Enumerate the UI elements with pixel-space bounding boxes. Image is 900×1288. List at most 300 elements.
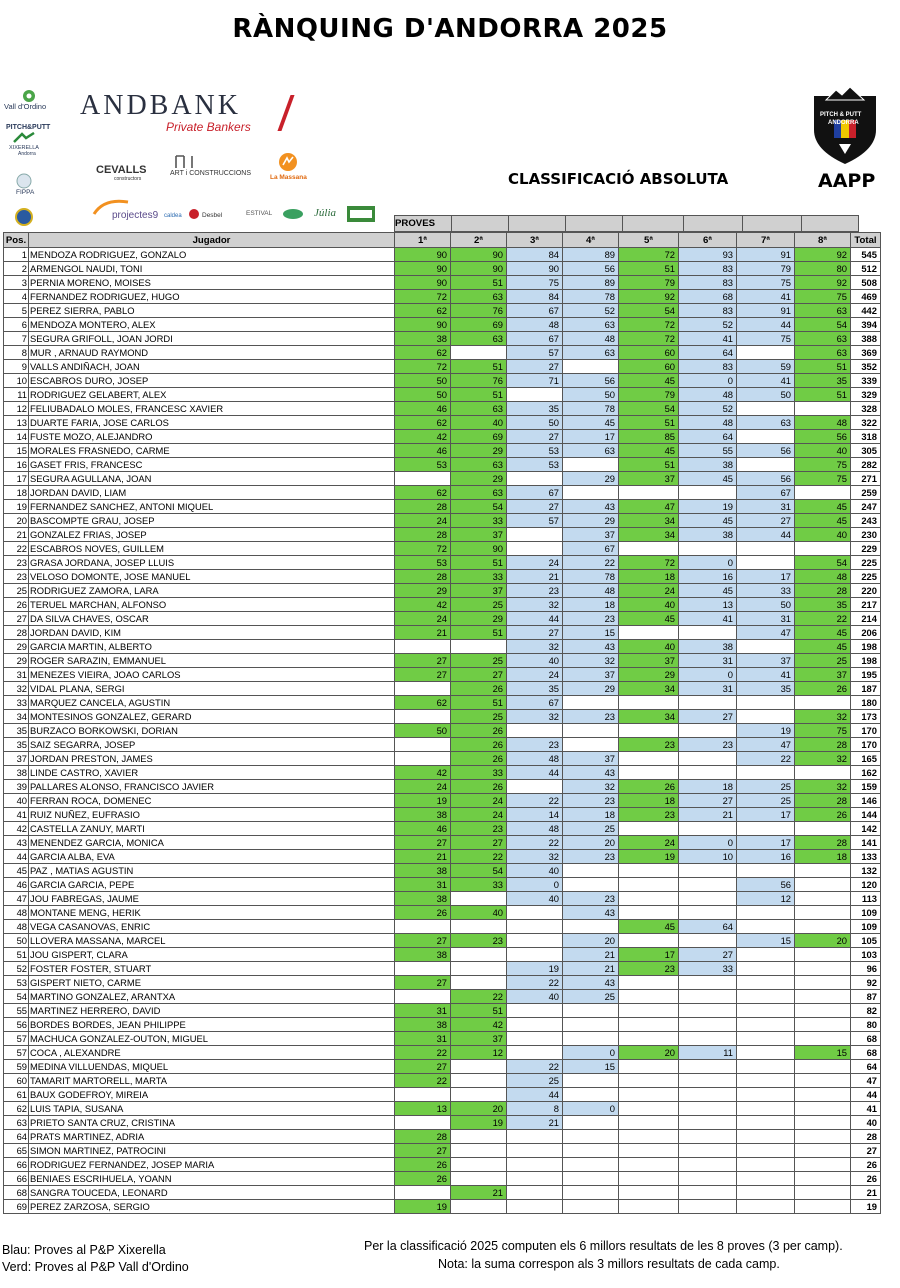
table-row [4,654,881,668]
score-cell-round-4 [563,1200,619,1214]
score-cell-round-7 [737,1158,795,1172]
score-cell-round-4: 37 [563,528,619,542]
player-name-cell: GISPERT NIETO, CARME [29,976,395,990]
score-cell-round-8 [795,962,851,976]
score-cell-round-2: 29 [451,612,507,626]
pos-cell: 57 [4,1032,29,1046]
score-cell-round-5: 79 [619,276,679,290]
score-cell-round-6: 83 [679,304,737,318]
score-cell-round-5 [619,990,679,1004]
score-cell-round-8: 75 [795,472,851,486]
score-cell-round-6: 0 [679,836,737,850]
score-cell-round-6: 27 [679,794,737,808]
pos-cell: 64 [4,1130,29,1144]
table-row [4,1018,881,1032]
total-cell: 230 [851,528,881,542]
score-cell-round-6 [679,724,737,738]
score-cell-round-5: 24 [619,836,679,850]
score-cell-round-6: 45 [679,514,737,528]
ranking-table [3,232,881,1214]
player-name-cell: MONTANE MENG, HERIK [29,906,395,920]
score-cell-round-1: 31 [395,1004,451,1018]
table-row [4,822,881,836]
score-cell-round-4: 32 [563,780,619,794]
score-cell-round-7: 56 [737,472,795,486]
total-cell: 105 [851,934,881,948]
score-cell-round-4: 25 [563,990,619,1004]
score-cell-round-8: 22 [795,612,851,626]
score-cell-round-5 [619,1088,679,1102]
pos-cell: 50 [4,934,29,948]
score-cell-round-1: 42 [395,430,451,444]
score-cell-round-1: 72 [395,290,451,304]
pos-cell: 47 [4,892,29,906]
player-name-cell: BASCOMPTE GRAU, JOSEP [29,514,395,528]
player-name-cell: MARTINEZ HERRERO, DAVID [29,1004,395,1018]
score-cell-round-7 [737,430,795,444]
player-name-cell: GARCIA GARCIA, PEPE [29,878,395,892]
score-cell-round-1: 27 [395,836,451,850]
score-cell-round-1: 46 [395,444,451,458]
score-cell-round-3: 21 [507,570,563,584]
player-name-cell: DA SILVA CHAVES, OSCAR [29,612,395,626]
score-cell-round-2: 37 [451,584,507,598]
score-cell-round-5 [619,626,679,640]
player-name-cell: ESCABROS NOVES, GUILLEM [29,542,395,556]
score-cell-round-1: 90 [395,276,451,290]
score-cell-round-5 [619,976,679,990]
score-cell-round-8: 32 [795,710,851,724]
player-name-cell: LUIS TAPIA, SUSANA [29,1102,395,1116]
total-cell: 225 [851,556,881,570]
score-cell-round-6: 11 [679,1046,737,1060]
total-cell: 259 [851,486,881,500]
player-name-cell: DUARTE FARIA, JOSE CARLOS [29,416,395,430]
score-cell-round-1: 62 [395,416,451,430]
score-cell-round-7: 91 [737,304,795,318]
table-row [4,710,881,724]
score-cell-round-6 [679,1200,737,1214]
score-cell-round-7 [737,990,795,1004]
player-name-cell: PRATS MARTINEZ, ADRIA [29,1130,395,1144]
score-cell-round-3 [507,948,563,962]
pos-cell: 52 [4,962,29,976]
score-cell-round-1: 90 [395,262,451,276]
score-cell-round-6: 52 [679,318,737,332]
score-cell-round-2: 19 [451,1116,507,1130]
total-cell: 217 [851,598,881,612]
player-name-cell: SANGRA TOUCEDA, LEONARD [29,1186,395,1200]
fippa-icon [14,172,34,190]
score-cell-round-6: 83 [679,276,737,290]
total-cell: 120 [851,878,881,892]
score-cell-round-5: 72 [619,318,679,332]
score-cell-round-7 [737,640,795,654]
score-cell-round-2: 24 [451,794,507,808]
score-cell-round-7: 63 [737,416,795,430]
score-cell-round-8 [795,906,851,920]
score-cell-round-3: 22 [507,1060,563,1074]
score-cell-round-7: 31 [737,612,795,626]
score-cell-round-2: 12 [451,1046,507,1060]
pos-cell: 10 [4,374,29,388]
score-cell-round-1 [395,752,451,766]
score-cell-round-4: 20 [563,836,619,850]
score-cell-round-6: 18 [679,780,737,794]
score-cell-round-7: 17 [737,836,795,850]
round-7-header: 7ª [737,233,795,248]
total-cell: 305 [851,444,881,458]
score-cell-round-4: 89 [563,276,619,290]
pos-cell: 23 [4,570,29,584]
score-cell-round-2: 76 [451,374,507,388]
total-cell: 339 [851,374,881,388]
table-row [4,1046,881,1060]
score-cell-round-4: 23 [563,892,619,906]
score-cell-round-7: 75 [737,276,795,290]
total-cell: 82 [851,1004,881,1018]
score-cell-round-8 [795,822,851,836]
score-cell-round-2 [451,1144,507,1158]
score-cell-round-3: 57 [507,514,563,528]
cevalls-logo: CEVALLS [96,164,147,176]
score-cell-round-5 [619,1172,679,1186]
table-row [4,332,881,346]
total-cell: 442 [851,304,881,318]
score-cell-round-6: 38 [679,640,737,654]
score-cell-round-1: 26 [395,1172,451,1186]
score-cell-round-5: 34 [619,528,679,542]
score-cell-round-8: 32 [795,752,851,766]
score-cell-round-8: 18 [795,850,851,864]
player-name-cell: FERNANDEZ RODRIGUEZ, HUGO [29,290,395,304]
score-cell-round-8: 92 [795,276,851,290]
page-title: RÀNQUING D'ANDORRA 2025 [232,14,668,44]
total-cell: 21 [851,1186,881,1200]
score-cell-round-7: 50 [737,598,795,612]
pos-cell: 66 [4,1172,29,1186]
score-cell-round-2: 25 [451,710,507,724]
table-row [4,878,881,892]
score-cell-round-2: 33 [451,766,507,780]
player-name-cell: ROGER SARAZIN, EMMANUEL [29,654,395,668]
pos-header: Pos. [4,233,29,248]
score-cell-round-5 [619,906,679,920]
score-cell-round-7 [737,962,795,976]
player-name-cell: SAIZ SEGARRA, JOSEP [29,738,395,752]
julia-label: Júlia [314,207,336,219]
pos-cell: 32 [4,682,29,696]
table-row [4,360,881,374]
footnote-line-2: Nota: la suma correspon als 3 millors resultats de cada camp. [438,1257,780,1271]
player-name-cell: FERNANDEZ SANCHEZ, ANTONI MIQUEL [29,500,395,514]
pos-cell: 44 [4,850,29,864]
table-header-row [4,233,881,248]
score-cell-round-2 [451,640,507,654]
score-cell-round-3: 67 [507,332,563,346]
table-row [4,850,881,864]
score-cell-round-7 [737,402,795,416]
pos-cell: 69 [4,1200,29,1214]
score-cell-round-8 [795,864,851,878]
round-5-header: 5ª [619,233,679,248]
score-cell-round-3 [507,780,563,794]
total-cell: 64 [851,1060,881,1074]
score-cell-round-4: 18 [563,598,619,612]
score-cell-round-1: 22 [395,1046,451,1060]
score-cell-round-4 [563,1130,619,1144]
score-cell-round-4 [563,1018,619,1032]
score-cell-round-3: 44 [507,766,563,780]
score-cell-round-1 [395,990,451,1004]
score-cell-round-8 [795,948,851,962]
total-cell: 329 [851,388,881,402]
score-cell-round-7 [737,1032,795,1046]
score-cell-round-8 [795,1032,851,1046]
score-cell-round-1: 62 [395,486,451,500]
player-name-cell: MENEZES VIEIRA, JOAO CARLOS [29,668,395,682]
score-cell-round-6 [679,1102,737,1116]
score-cell-round-6: 41 [679,612,737,626]
score-cell-round-4: 23 [563,794,619,808]
score-cell-round-3 [507,1186,563,1200]
score-cell-round-4: 15 [563,1060,619,1074]
score-cell-round-5: 72 [619,332,679,346]
score-cell-round-4: 67 [563,542,619,556]
score-cell-round-3: 27 [507,360,563,374]
desbel-icon [188,208,200,220]
score-cell-round-5: 19 [619,850,679,864]
aapp-badge-text-2: ANDORRA [828,120,859,126]
table-row [4,948,881,962]
pos-cell: 62 [4,1102,29,1116]
art-construccions-label: ART i CONSTRUCCIONS [170,170,252,177]
score-cell-round-2 [451,1088,507,1102]
score-cell-round-3: 44 [507,1088,563,1102]
score-cell-round-3 [507,1130,563,1144]
table-row [4,668,881,682]
proves-header-strip [394,215,859,232]
score-cell-round-2 [451,948,507,962]
score-cell-round-8: 48 [795,570,851,584]
score-cell-round-4: 37 [563,752,619,766]
total-cell: 142 [851,822,881,836]
aapp-logo-text: AAPP [818,170,876,192]
player-name-cell: MENENDEZ GARCIA, MONICA [29,836,395,850]
player-name-cell: BURZACO BORKOWSKI, DORIAN [29,724,395,738]
player-name-cell: MEDINA VILLUENDAS, MIQUEL [29,1060,395,1074]
pos-cell: 56 [4,1018,29,1032]
pos-cell: 1 [4,248,29,262]
round-2-header: 2ª [451,233,507,248]
total-cell: 80 [851,1018,881,1032]
score-cell-round-3: 40 [507,990,563,1004]
pos-cell: 21 [4,528,29,542]
player-name-cell: VELOSO DOMONTE, JOSE MANUEL [29,570,395,584]
score-cell-round-6 [679,766,737,780]
score-cell-round-2 [451,1158,507,1172]
player-name-cell: CASTELLA ZANUY, MARTI [29,822,395,836]
pos-cell: 66 [4,1158,29,1172]
score-cell-round-3: 23 [507,738,563,752]
score-cell-round-4: 37 [563,668,619,682]
player-name-cell: JORDAN DAVID, KIM [29,626,395,640]
table-row [4,794,881,808]
score-cell-round-3 [507,1158,563,1172]
score-cell-round-1: 53 [395,556,451,570]
score-cell-round-2 [451,1172,507,1186]
proves-label: PROVES [395,216,452,232]
total-cell: 545 [851,248,881,262]
total-cell: 206 [851,626,881,640]
score-cell-round-4: 23 [563,612,619,626]
table-row [4,262,881,276]
pos-cell: 35 [4,724,29,738]
score-cell-round-3: 48 [507,318,563,332]
score-cell-round-4: 43 [563,640,619,654]
player-name-cell: MUR , ARNAUD RAYMOND [29,346,395,360]
score-cell-round-1: 21 [395,626,451,640]
score-cell-round-4: 32 [563,654,619,668]
score-cell-round-5: 37 [619,654,679,668]
score-cell-round-1: 31 [395,1032,451,1046]
score-cell-round-3: 67 [507,486,563,500]
score-cell-round-7 [737,1172,795,1186]
score-cell-round-5: 40 [619,598,679,612]
score-cell-round-3: 22 [507,976,563,990]
round-8-header: 8ª [795,233,851,248]
total-cell: 96 [851,962,881,976]
score-cell-round-6: 16 [679,570,737,584]
score-cell-round-3: 48 [507,822,563,836]
score-cell-round-7: 79 [737,262,795,276]
score-cell-round-5: 45 [619,374,679,388]
score-cell-round-2: 27 [451,836,507,850]
score-cell-round-8: 75 [795,724,851,738]
pos-cell: 55 [4,1004,29,1018]
score-cell-round-7: 19 [737,724,795,738]
pos-cell: 37 [4,752,29,766]
table-row [4,626,881,640]
score-cell-round-1 [395,710,451,724]
score-cell-round-2: 51 [451,388,507,402]
score-cell-round-2: 69 [451,318,507,332]
score-cell-round-1 [395,682,451,696]
la-massana-label: La Massana [270,174,307,181]
vallordino-label: Vall d'Ordino [4,102,47,111]
score-cell-round-7 [737,864,795,878]
score-cell-round-6: 0 [679,668,737,682]
score-cell-round-7: 37 [737,654,795,668]
score-cell-round-8 [795,1018,851,1032]
player-name-cell: BAUX GODEFROY, MIREIA [29,1088,395,1102]
pos-cell: 16 [4,458,29,472]
score-cell-round-5: 45 [619,444,679,458]
score-cell-round-5: 79 [619,388,679,402]
score-cell-round-7 [737,1088,795,1102]
total-cell: 247 [851,500,881,514]
total-cell: 26 [851,1158,881,1172]
score-cell-round-2: 29 [451,444,507,458]
score-cell-round-5: 40 [619,640,679,654]
score-cell-round-7 [737,1130,795,1144]
score-cell-round-7 [737,906,795,920]
score-cell-round-6: 55 [679,444,737,458]
andbank-tagline: Private Bankers [166,120,251,134]
score-cell-round-3: 27 [507,626,563,640]
andorra-small-label: Andorra [18,151,36,157]
score-cell-round-7 [737,1046,795,1060]
score-cell-round-4 [563,1032,619,1046]
total-cell: 92 [851,976,881,990]
score-cell-round-7 [737,1116,795,1130]
score-cell-round-6: 31 [679,654,737,668]
score-cell-round-1: 38 [395,892,451,906]
score-cell-round-5 [619,1130,679,1144]
score-cell-round-6 [679,696,737,710]
score-cell-round-8: 75 [795,290,851,304]
total-header: Total [851,233,881,248]
score-cell-round-2: 29 [451,472,507,486]
total-cell: 180 [851,696,881,710]
score-cell-round-8 [795,1172,851,1186]
score-cell-round-1: 50 [395,388,451,402]
pos-cell: 29 [4,640,29,654]
pos-cell: 51 [4,948,29,962]
score-cell-round-4: 29 [563,682,619,696]
player-name-cell: PALLARES ALONSO, FRANCISCO JAVIER [29,780,395,794]
score-cell-round-2: 76 [451,304,507,318]
score-cell-round-3 [507,528,563,542]
score-cell-round-5 [619,1200,679,1214]
score-cell-round-1: 62 [395,304,451,318]
score-cell-round-5: 23 [619,962,679,976]
score-cell-round-1: 38 [395,332,451,346]
total-cell: 220 [851,584,881,598]
score-cell-round-7: 16 [737,850,795,864]
score-cell-round-8 [795,542,851,556]
score-cell-round-1: 72 [395,542,451,556]
pos-cell: 40 [4,794,29,808]
score-cell-round-5: 51 [619,416,679,430]
player-name-cell: LINDE CASTRO, XAVIER [29,766,395,780]
table-row [4,1158,881,1172]
round-1-header: 1ª [395,233,451,248]
aapp-badge-text-1: PITCH & PUTT [820,112,862,118]
score-cell-round-2 [451,920,507,934]
score-cell-round-8 [795,1088,851,1102]
score-cell-round-3: 8 [507,1102,563,1116]
score-cell-round-7 [737,1004,795,1018]
score-cell-round-1: 42 [395,598,451,612]
score-cell-round-3 [507,1200,563,1214]
score-cell-round-6 [679,1130,737,1144]
score-cell-round-7: 47 [737,738,795,752]
score-cell-round-8 [795,976,851,990]
score-cell-round-1: 26 [395,906,451,920]
round-3-header: 3ª [507,233,563,248]
score-cell-round-8 [795,1158,851,1172]
score-cell-round-2: 26 [451,682,507,696]
score-cell-round-5 [619,542,679,556]
player-name-cell: RUIZ NUÑEZ, EUFRASIO [29,808,395,822]
score-cell-round-3: 44 [507,612,563,626]
player-name-cell: RODRIGUEZ GELABERT, ALEX [29,388,395,402]
total-cell: 87 [851,990,881,1004]
score-cell-round-3: 27 [507,430,563,444]
score-cell-round-4: 18 [563,808,619,822]
score-cell-round-2: 25 [451,654,507,668]
